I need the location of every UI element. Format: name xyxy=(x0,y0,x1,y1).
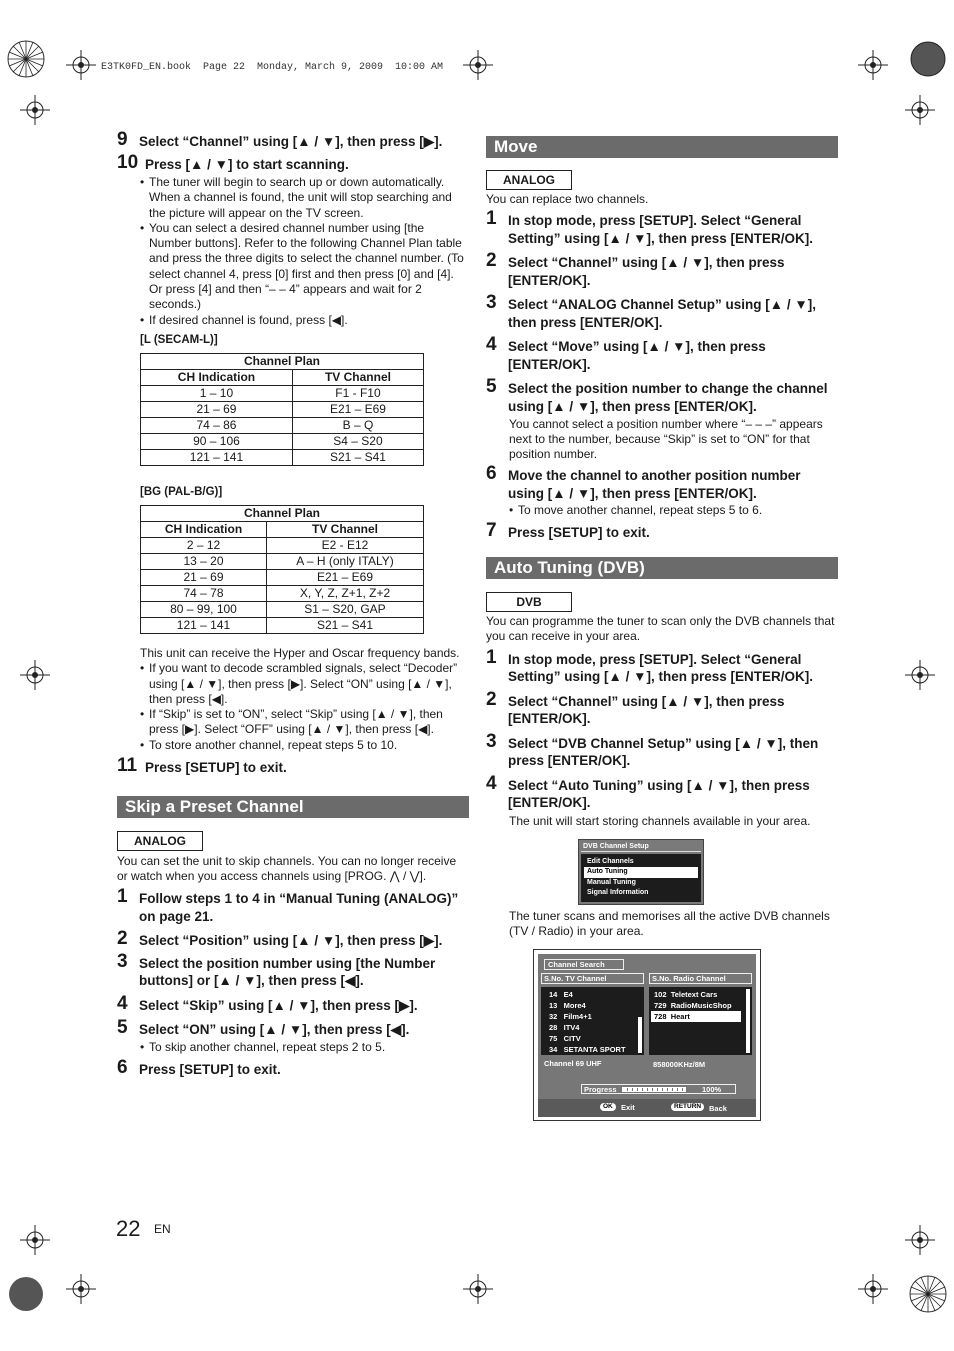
note-item: • You can select a desired channel number using [the Number buttons]. Refer to the following Channel Plan table and press the three digits to select the channel number. (To select channel 4, press [0] first and then press [0] and [4]. Or press [4] and then “– – 4” appears and wait for 2 seconds.) xyxy=(140,221,469,313)
menu-item-auto-tuning[interactable]: Auto Tuning xyxy=(584,867,698,878)
step-9 xyxy=(117,130,469,151)
step-10 xyxy=(117,153,469,174)
progress-bar xyxy=(622,1087,686,1092)
skip-step-6 xyxy=(117,1058,469,1079)
step-number: 7 xyxy=(486,519,497,541)
step-text: Select “Position” using [▲ / ▼], then press [▶]. xyxy=(139,933,443,949)
table-row xyxy=(141,617,424,633)
return-button-label: Back xyxy=(709,1103,727,1113)
move-step-6-notes xyxy=(509,503,838,518)
crosshair-mark-top-1 xyxy=(66,50,96,85)
list-item: 32 Film4+1 xyxy=(549,1011,592,1021)
table-cell: 80 – 99, 100 xyxy=(141,601,267,617)
progress-label: Progress xyxy=(584,1084,617,1094)
skip-step-2 xyxy=(117,929,469,950)
table-cell: 121 – 141 xyxy=(141,449,293,465)
table-row xyxy=(141,569,424,585)
table-cell: S4 – S20 xyxy=(292,433,423,449)
channel-search-screen xyxy=(533,949,761,1121)
step-text: Press [SETUP] to exit. xyxy=(508,524,650,540)
registration-mark-bottom-right xyxy=(904,1270,952,1323)
skip-step-5 xyxy=(117,1018,469,1039)
note-item: • To skip another channel, repeat steps 2 to 5. xyxy=(140,1040,469,1055)
list-item: 34 SETANTA SPORT xyxy=(549,1044,626,1054)
crosshair-mark-left-1 xyxy=(20,95,50,130)
step-text: Press [SETUP] to exit. xyxy=(139,1061,281,1077)
auto-step-4 xyxy=(486,774,838,812)
list-item: 13 More4 xyxy=(549,1000,586,1010)
radio-header: S.No. Radio Channel xyxy=(652,973,726,983)
step-text: Select the position number using [the Number buttons] or [▲ / ▼], then press [◀]. xyxy=(139,955,436,989)
step-number: 1 xyxy=(486,646,497,668)
step-text: In stop mode, press [SETUP]. Select “General Setting” using [▲ / ▼], then press [ENTER/OK]. xyxy=(508,213,813,246)
radio-header-box xyxy=(649,973,752,984)
step-text: Select “ON” using [▲ / ▼], then press [◀]. xyxy=(139,1022,410,1038)
table-cell: E21 – E69 xyxy=(292,401,423,417)
auto-step-3 xyxy=(486,732,838,770)
table-row xyxy=(141,417,424,433)
table-row xyxy=(141,449,424,465)
channel-plan-table-secam xyxy=(140,353,424,466)
step-text: Select “DVB Channel Setup” using [▲ / ▼], then press [ENTER/OK]. xyxy=(508,735,819,769)
auto-step-2 xyxy=(486,690,838,728)
crosshair-mark-left-2 xyxy=(20,1225,50,1260)
step-number: 6 xyxy=(486,463,497,485)
language-code: EN xyxy=(154,1222,171,1236)
ok-button-label: Exit xyxy=(621,1102,635,1112)
table-cell: 21 – 69 xyxy=(141,401,293,417)
table-cell: 13 – 20 xyxy=(141,553,267,569)
menu-item-edit-channels[interactable]: Edit Channels xyxy=(587,857,634,865)
radio-list-scrollbar[interactable] xyxy=(746,989,750,1053)
crosshair-mark-top-2 xyxy=(463,50,493,85)
table-cell: 74 – 86 xyxy=(141,417,293,433)
step-text: Select “Channel” using [▲ / ▼], then press [ENTER/OK]. xyxy=(508,255,785,288)
move-step-5 xyxy=(486,377,838,415)
table-2-label: [BG (PAL-B/G)] xyxy=(140,485,223,498)
step-number: 1 xyxy=(486,208,497,230)
step-number: 4 xyxy=(486,772,497,794)
table-cell: S1 – S20, GAP xyxy=(267,601,424,617)
table-cell: A – H (only ITALY) xyxy=(267,553,424,569)
step-number: 11 xyxy=(117,755,138,777)
menu-item-manual-tuning[interactable]: Manual Tuning xyxy=(587,878,636,886)
progress-value: 100% xyxy=(702,1084,722,1094)
crosshair-mark-bottom-3 xyxy=(858,1274,888,1309)
move-step-7 xyxy=(486,521,838,542)
hyper-oscar-note: This unit can receive the Hyper and Oscar frequency bands. xyxy=(140,645,460,660)
page-number: 22 xyxy=(116,1216,141,1241)
list-item-selected: 728 Heart xyxy=(651,1011,741,1022)
list-item: 75 CITV xyxy=(549,1033,581,1043)
table-cell: E2 - E12 xyxy=(267,537,424,553)
menu-item-signal-information[interactable]: Signal Information xyxy=(587,889,649,897)
table-cell: 1 – 10 xyxy=(141,385,293,401)
registration-mark-bottom-left xyxy=(2,1270,50,1323)
table-header: CH Indication xyxy=(141,369,293,385)
step-number: 3 xyxy=(486,730,497,752)
after-scan-note: The tuner scans and memorises all the active DVB channels (TV / Radio) in your area. xyxy=(509,908,830,938)
section-title-skip: Skip a Preset Channel xyxy=(117,796,469,818)
table-caption: Channel Plan xyxy=(141,505,424,521)
move-intro: You can replace two channels. xyxy=(486,192,649,206)
move-step-5-note: You cannot select a position number where “– – –” appears next to the number, because “Skip” is set to “ON” for that position number. xyxy=(509,417,823,462)
auto-step-4-note: The unit will start storing channels available in your area. xyxy=(509,813,811,828)
move-step-6 xyxy=(486,464,838,502)
table-1-label: [L (SECAM-L)] xyxy=(140,333,218,346)
table-row xyxy=(141,385,424,401)
list-item: 102 Teletext Cars xyxy=(654,989,718,999)
table-cell: 74 – 78 xyxy=(141,585,267,601)
crosshair-mark-bottom-1 xyxy=(66,1274,96,1309)
step-10-notes xyxy=(140,175,469,328)
table-cell: B – Q xyxy=(292,417,423,433)
move-step-4 xyxy=(486,335,838,373)
table-row xyxy=(141,537,424,553)
list-item: 14 E4 xyxy=(549,989,573,999)
crosshair-mark-right-1 xyxy=(905,95,935,130)
move-step-2 xyxy=(486,251,838,289)
step-text: Move the channel to another position number using [▲ / ▼], then press [ENTER/OK]. xyxy=(508,468,801,501)
auto-intro: You can programme the tuner to scan only the DVB channels that you can receive in your area. xyxy=(486,614,835,644)
step-number: 5 xyxy=(486,376,497,398)
list-item: 28 ITV4 xyxy=(549,1022,580,1032)
dvb-channel-setup-screen xyxy=(578,839,704,905)
skip-step-1 xyxy=(117,887,469,925)
step-number: 10 xyxy=(117,151,139,173)
tv-channel-list[interactable] xyxy=(541,987,644,1055)
table-row xyxy=(141,601,424,617)
ok-button[interactable]: OK xyxy=(600,1103,616,1111)
table-caption: Channel Plan xyxy=(141,353,424,369)
tv-header: S.No. TV Channel xyxy=(544,973,607,983)
skip-step-5-notes xyxy=(140,1040,469,1055)
skip-step-4 xyxy=(117,994,469,1015)
table-header: CH Indication xyxy=(141,521,267,537)
table-cell: 121 – 141 xyxy=(141,617,267,633)
step-number: 4 xyxy=(117,992,128,1014)
screen-title: DVB Channel Setup xyxy=(581,842,701,852)
table-cell: E21 – E69 xyxy=(267,569,424,585)
step-number: 3 xyxy=(117,950,128,972)
left-column xyxy=(117,128,469,1078)
note-item: • To store another channel, repeat steps 5 to 10. xyxy=(140,738,469,753)
table-row xyxy=(141,401,424,417)
step-11 xyxy=(117,756,469,777)
move-step-1 xyxy=(486,209,838,247)
table-row xyxy=(141,433,424,449)
return-button[interactable]: RETURN xyxy=(671,1103,704,1111)
dvb-tag: DVB xyxy=(486,592,572,612)
table-cell: F1 - F10 xyxy=(292,385,423,401)
crosshair-mark-right-mid xyxy=(905,660,935,695)
step-number: 5 xyxy=(117,1017,128,1039)
section-title-auto-tuning: Auto Tuning (DVB) xyxy=(486,557,838,579)
registration-mark-top-right xyxy=(904,35,952,88)
note-item: • If “Skip” is set to “ON”, select “Skip” using [▲ / ▼], then press [▶]. Select “OFF” using [▲ / ▼], then press [◀]. xyxy=(140,707,469,738)
crosshair-mark-top-3 xyxy=(858,50,888,85)
table-row xyxy=(141,585,424,601)
note-item: • If you want to decode scrambled signals, select “Decoder” using [▲ / ▼], then press [▶]. Select “ON” using [▲ / ▼], then press [◀]. xyxy=(140,661,469,707)
step-number: 2 xyxy=(117,928,128,950)
table-cell: S21 – S41 xyxy=(267,617,424,633)
step-text: Select the position number to change the channel using [▲ / ▼], then press [ENTER/OK]. xyxy=(508,381,828,414)
step-text: Select “Auto Tuning” using [▲ / ▼], then press [ENTER/OK]. xyxy=(508,777,810,811)
analog-tag: ANALOG xyxy=(486,170,572,190)
step-number: 9 xyxy=(117,129,128,150)
list-item: 729 RadioMusicShop xyxy=(654,1000,732,1010)
print-header: E3TK0FD_EN.book Page 22 Monday, March 9, 2009 10:00 AM xyxy=(101,62,444,73)
table-cell: 90 – 106 xyxy=(141,433,293,449)
crosshair-mark-right-2 xyxy=(905,1225,935,1260)
step-text: Select “Channel” using [▲ / ▼], then press [ENTER/OK]. xyxy=(508,693,785,727)
table-cell: S21 – S41 xyxy=(292,449,423,465)
step-text: Select “Move” using [▲ / ▼], then press [ENTER/OK]. xyxy=(508,339,766,372)
progress-bar-fill xyxy=(623,1088,685,1091)
table-cell: 21 – 69 xyxy=(141,569,267,585)
step-number: 6 xyxy=(117,1056,128,1078)
step-number: 4 xyxy=(486,334,497,356)
skip-step-3 xyxy=(117,952,469,990)
screen-title-box xyxy=(544,959,624,970)
table-header: TV Channel xyxy=(292,369,423,385)
section-title-move: Move xyxy=(486,136,838,158)
step-text: Select “ANALOG Channel Setup” using [▲ / ▼], then press [ENTER/OK]. xyxy=(508,297,816,330)
button-bar xyxy=(538,1099,756,1117)
channel-plan-table-pal xyxy=(140,505,424,634)
skip-intro: You can set the unit to skip channels. You can no longer receive or watch when you access channels using [PROG. ⋀ / ⋁]. xyxy=(117,853,457,883)
table-header: TV Channel xyxy=(267,521,424,537)
crosshair-mark-bottom-2 xyxy=(463,1274,493,1309)
registration-mark-top-left xyxy=(2,35,50,88)
step-number: 1 xyxy=(117,886,128,908)
step-text: Select “Skip” using [▲ / ▼], then press [▶]. xyxy=(139,997,418,1013)
auto-step-1 xyxy=(486,648,838,686)
frequency-info: 858000KHz/8M xyxy=(653,1059,706,1069)
analog-tag: ANALOG xyxy=(117,831,203,851)
channel-info: Channel 69 UHF xyxy=(544,1058,602,1068)
step-text: Press [▲ / ▼] to start scanning. xyxy=(145,156,349,172)
step-number: 3 xyxy=(486,292,497,314)
step-text: Follow steps 1 to 4 in “Manual Tuning (ANALOG)” on page 21. xyxy=(139,891,459,924)
note-item: • If desired channel is found, press [◀]. xyxy=(140,313,469,328)
step-text: In stop mode, press [SETUP]. Select “General Setting” using [▲ / ▼], then press [ENTER/OK]. xyxy=(508,651,813,685)
step-number: 2 xyxy=(486,688,497,710)
decoder-notes xyxy=(140,661,469,753)
step-number: 2 xyxy=(486,250,497,272)
progress-box xyxy=(581,1084,736,1094)
step-text: Press [SETUP] to exit. xyxy=(145,760,287,776)
right-column xyxy=(486,136,838,1121)
step-text: Select “Channel” using [▲ / ▼], then press [▶]. xyxy=(139,134,443,149)
tv-list-scrollbar[interactable] xyxy=(638,1017,642,1053)
menu-list xyxy=(581,854,701,902)
table-row xyxy=(141,553,424,569)
radio-channel-list[interactable] xyxy=(649,987,752,1055)
table-cell: X, Y, Z, Z+1, Z+2 xyxy=(267,585,424,601)
move-step-3 xyxy=(486,293,838,331)
table-cell: 2 – 12 xyxy=(141,537,267,553)
crosshair-mark-left-mid xyxy=(20,660,50,695)
tv-header-box xyxy=(541,973,644,984)
screen-title: Channel Search xyxy=(548,959,605,969)
note-item: • The tuner will begin to search up or down automatically. When a channel is found, the unit will stop searching and the picture will appear on the TV screen. xyxy=(140,175,469,221)
note-item: • To move another channel, repeat steps 5 to 6. xyxy=(509,503,838,518)
